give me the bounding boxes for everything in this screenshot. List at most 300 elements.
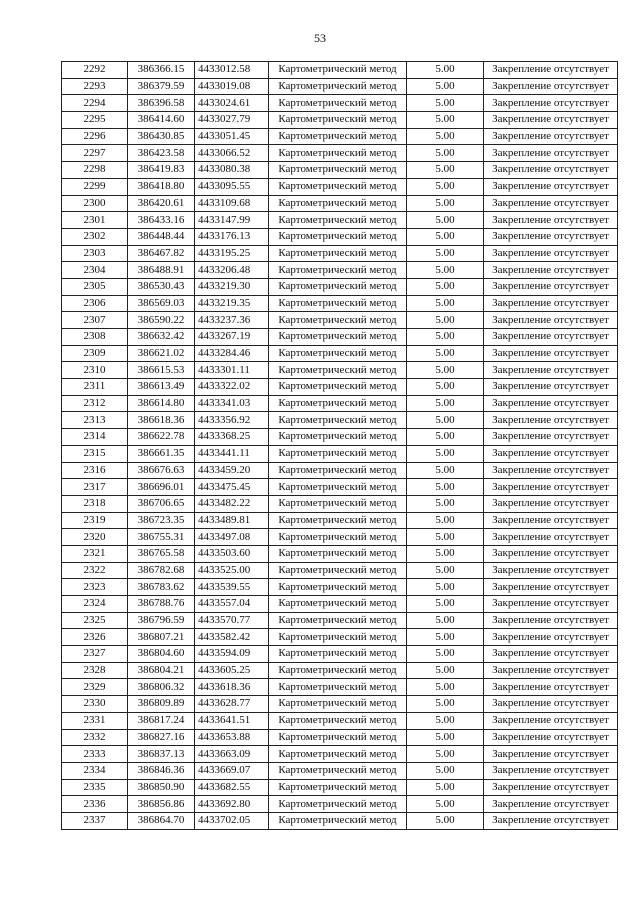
cell-method: Картометрический метод — [269, 462, 407, 479]
cell-method: Картометрический метод — [269, 262, 407, 279]
cell-coord-y: 4433012.58 — [195, 62, 269, 79]
cell-coord-y: 4433641.51 — [195, 712, 269, 729]
cell-coord-x: 386418.80 — [128, 178, 195, 195]
cell-method: Картометрический метод — [269, 345, 407, 362]
cell-accuracy: 5.00 — [407, 345, 484, 362]
cell-coord-y: 4433147.99 — [195, 212, 269, 229]
cell-accuracy: 5.00 — [407, 545, 484, 562]
cell-point-number: 2311 — [62, 379, 128, 396]
cell-method: Картометрический метод — [269, 112, 407, 129]
cell-coord-x: 386488.91 — [128, 262, 195, 279]
cell-fixing: Закрепление отсутствует — [484, 796, 618, 813]
cell-coord-x: 386706.65 — [128, 495, 195, 512]
cell-coord-y: 4433557.04 — [195, 596, 269, 613]
cell-accuracy: 5.00 — [407, 312, 484, 329]
cell-coord-y: 4433503.60 — [195, 545, 269, 562]
cell-accuracy: 5.00 — [407, 796, 484, 813]
coordinates-table-body — [62, 62, 618, 830]
cell-accuracy: 5.00 — [407, 212, 484, 229]
cell-accuracy: 5.00 — [407, 579, 484, 596]
cell-method: Картометрический метод — [269, 195, 407, 212]
cell-coord-x: 386613.49 — [128, 379, 195, 396]
cell-coord-x: 386423.58 — [128, 145, 195, 162]
cell-fixing: Закрепление отсутствует — [484, 579, 618, 596]
cell-coord-y: 4433582.42 — [195, 629, 269, 646]
cell-accuracy: 5.00 — [407, 762, 484, 779]
table-row — [62, 62, 618, 79]
cell-coord-y: 4433605.25 — [195, 662, 269, 679]
cell-fixing: Закрепление отсутствует — [484, 679, 618, 696]
cell-method: Картометрический метод — [269, 62, 407, 79]
cell-coord-x: 386783.62 — [128, 579, 195, 596]
cell-fixing: Закрепление отсутствует — [484, 212, 618, 229]
cell-coord-x: 386366.15 — [128, 62, 195, 79]
cell-coord-x: 386864.70 — [128, 812, 195, 829]
cell-fixing: Закрепление отсутствует — [484, 395, 618, 412]
cell-coord-y: 4433237.36 — [195, 312, 269, 329]
cell-fixing: Закрепление отсутствует — [484, 195, 618, 212]
cell-point-number: 2292 — [62, 62, 128, 79]
cell-accuracy: 5.00 — [407, 712, 484, 729]
cell-method: Картометрический метод — [269, 662, 407, 679]
cell-coord-y: 4433301.11 — [195, 362, 269, 379]
table-row — [62, 746, 618, 763]
cell-fixing: Закрепление отсутствует — [484, 228, 618, 245]
cell-method: Картометрический метод — [269, 312, 407, 329]
cell-point-number: 2313 — [62, 412, 128, 429]
cell-method: Картометрический метод — [269, 128, 407, 145]
cell-method: Картометрический метод — [269, 145, 407, 162]
cell-accuracy: 5.00 — [407, 495, 484, 512]
cell-method: Картометрический метод — [269, 479, 407, 496]
cell-coord-x: 386430.85 — [128, 128, 195, 145]
cell-coord-x: 386590.22 — [128, 312, 195, 329]
cell-coord-x: 386414.60 — [128, 112, 195, 129]
table-row — [62, 445, 618, 462]
cell-coord-y: 4433341.03 — [195, 395, 269, 412]
table-row — [62, 495, 618, 512]
cell-point-number: 2316 — [62, 462, 128, 479]
cell-coord-y: 4433219.30 — [195, 278, 269, 295]
cell-point-number: 2333 — [62, 746, 128, 763]
cell-accuracy: 5.00 — [407, 696, 484, 713]
table-row — [62, 596, 618, 613]
cell-point-number: 2301 — [62, 212, 128, 229]
cell-accuracy: 5.00 — [407, 78, 484, 95]
cell-fixing: Закрепление отсутствует — [484, 495, 618, 512]
cell-fixing: Закрепление отсутствует — [484, 112, 618, 129]
table-row — [62, 729, 618, 746]
cell-fixing: Закрепление отсутствует — [484, 445, 618, 462]
cell-coord-x: 386806.32 — [128, 679, 195, 696]
cell-accuracy: 5.00 — [407, 395, 484, 412]
cell-coord-y: 4433628.77 — [195, 696, 269, 713]
cell-fixing: Закрепление отсутствует — [484, 545, 618, 562]
cell-accuracy: 5.00 — [407, 445, 484, 462]
cell-method: Картометрический метод — [269, 779, 407, 796]
cell-method: Картометрический метод — [269, 746, 407, 763]
table-row — [62, 662, 618, 679]
cell-fixing: Закрепление отсутствует — [484, 412, 618, 429]
table-row — [62, 329, 618, 346]
cell-fixing: Закрепление отсутствует — [484, 779, 618, 796]
table-row — [62, 312, 618, 329]
cell-coord-x: 386796.59 — [128, 612, 195, 629]
cell-point-number: 2304 — [62, 262, 128, 279]
cell-point-number: 2302 — [62, 228, 128, 245]
cell-point-number: 2306 — [62, 295, 128, 312]
cell-point-number: 2327 — [62, 646, 128, 663]
cell-point-number: 2318 — [62, 495, 128, 512]
cell-coord-x: 386420.61 — [128, 195, 195, 212]
cell-point-number: 2329 — [62, 679, 128, 696]
cell-method: Картометрический метод — [269, 78, 407, 95]
cell-accuracy: 5.00 — [407, 779, 484, 796]
cell-coord-y: 4433692.80 — [195, 796, 269, 813]
cell-coord-y: 4433322.02 — [195, 379, 269, 396]
table-row — [62, 345, 618, 362]
cell-point-number: 2309 — [62, 345, 128, 362]
cell-method: Картометрический метод — [269, 629, 407, 646]
table-row — [62, 679, 618, 696]
cell-accuracy: 5.00 — [407, 228, 484, 245]
cell-method: Картометрический метод — [269, 712, 407, 729]
cell-coord-y: 4433027.79 — [195, 112, 269, 129]
cell-point-number: 2307 — [62, 312, 128, 329]
table-row — [62, 429, 618, 446]
cell-method: Картометрический метод — [269, 529, 407, 546]
cell-point-number: 2334 — [62, 762, 128, 779]
cell-point-number: 2299 — [62, 178, 128, 195]
table-row — [62, 379, 618, 396]
cell-accuracy: 5.00 — [407, 278, 484, 295]
cell-accuracy: 5.00 — [407, 662, 484, 679]
cell-method: Картометрический метод — [269, 379, 407, 396]
cell-point-number: 2308 — [62, 329, 128, 346]
cell-fixing: Закрепление отсутствует — [484, 462, 618, 479]
table-row — [62, 562, 618, 579]
cell-point-number: 2328 — [62, 662, 128, 679]
cell-point-number: 2295 — [62, 112, 128, 129]
cell-method: Картометрический метод — [269, 95, 407, 112]
table-row — [62, 162, 618, 179]
cell-fixing: Закрепление отсутствует — [484, 762, 618, 779]
cell-point-number: 2298 — [62, 162, 128, 179]
cell-fixing: Закрепление отсутствует — [484, 312, 618, 329]
cell-coord-x: 386807.21 — [128, 629, 195, 646]
cell-coord-x: 386379.59 — [128, 78, 195, 95]
cell-point-number: 2321 — [62, 545, 128, 562]
cell-method: Картометрический метод — [269, 395, 407, 412]
cell-coord-x: 386856.86 — [128, 796, 195, 813]
cell-fixing: Закрепление отсутствует — [484, 362, 618, 379]
cell-accuracy: 5.00 — [407, 746, 484, 763]
cell-fixing: Закрепление отсутствует — [484, 78, 618, 95]
cell-coord-x: 386846.36 — [128, 762, 195, 779]
cell-point-number: 2315 — [62, 445, 128, 462]
cell-accuracy: 5.00 — [407, 112, 484, 129]
cell-coord-y: 4433539.55 — [195, 579, 269, 596]
cell-accuracy: 5.00 — [407, 462, 484, 479]
table-row — [62, 245, 618, 262]
cell-point-number: 2314 — [62, 429, 128, 446]
table-row — [62, 646, 618, 663]
table-row — [62, 529, 618, 546]
table-row — [62, 629, 618, 646]
table-row — [62, 545, 618, 562]
cell-coord-y: 4433702.05 — [195, 812, 269, 829]
cell-method: Картометрический метод — [269, 329, 407, 346]
cell-point-number: 2296 — [62, 128, 128, 145]
cell-method: Картометрический метод — [269, 596, 407, 613]
table-row — [62, 696, 618, 713]
cell-fixing: Закрепление отсутствует — [484, 562, 618, 579]
cell-coord-x: 386467.82 — [128, 245, 195, 262]
cell-method: Картометрический метод — [269, 696, 407, 713]
cell-coord-x: 386782.68 — [128, 562, 195, 579]
cell-method: Картометрический метод — [269, 612, 407, 629]
cell-accuracy: 5.00 — [407, 729, 484, 746]
cell-coord-x: 386614.80 — [128, 395, 195, 412]
cell-accuracy: 5.00 — [407, 329, 484, 346]
cell-point-number: 2319 — [62, 512, 128, 529]
cell-coord-x: 386569.03 — [128, 295, 195, 312]
cell-point-number: 2323 — [62, 579, 128, 596]
cell-coord-x: 386788.76 — [128, 596, 195, 613]
table-row — [62, 512, 618, 529]
cell-accuracy: 5.00 — [407, 479, 484, 496]
cell-coord-y: 4433080.38 — [195, 162, 269, 179]
cell-method: Картометрический метод — [269, 646, 407, 663]
cell-point-number: 2300 — [62, 195, 128, 212]
cell-fixing: Закрепление отсутствует — [484, 529, 618, 546]
cell-coord-x: 386837.13 — [128, 746, 195, 763]
table-row — [62, 479, 618, 496]
cell-accuracy: 5.00 — [407, 412, 484, 429]
cell-coord-x: 386827.16 — [128, 729, 195, 746]
cell-coord-x: 386809.89 — [128, 696, 195, 713]
table-row — [62, 212, 618, 229]
cell-method: Картометрический метод — [269, 512, 407, 529]
cell-coord-x: 386696.01 — [128, 479, 195, 496]
cell-coord-y: 4433024.61 — [195, 95, 269, 112]
cell-accuracy: 5.00 — [407, 262, 484, 279]
cell-coord-y: 4433570.77 — [195, 612, 269, 629]
cell-method: Картометрический метод — [269, 812, 407, 829]
cell-method: Картометрический метод — [269, 429, 407, 446]
cell-point-number: 2325 — [62, 612, 128, 629]
cell-method: Картометрический метод — [269, 762, 407, 779]
cell-method: Картометрический метод — [269, 729, 407, 746]
cell-method: Картометрический метод — [269, 178, 407, 195]
cell-coord-y: 4433206.48 — [195, 262, 269, 279]
cell-method: Картометрический метод — [269, 445, 407, 462]
table-row — [62, 712, 618, 729]
cell-fixing: Закрепление отсутствует — [484, 278, 618, 295]
cell-method: Картометрический метод — [269, 228, 407, 245]
cell-fixing: Закрепление отсутствует — [484, 712, 618, 729]
cell-method: Картометрический метод — [269, 212, 407, 229]
cell-fixing: Закрепление отсутствует — [484, 429, 618, 446]
cell-coord-x: 386765.58 — [128, 545, 195, 562]
cell-coord-x: 386419.83 — [128, 162, 195, 179]
cell-accuracy: 5.00 — [407, 596, 484, 613]
cell-point-number: 2331 — [62, 712, 128, 729]
table-row — [62, 195, 618, 212]
cell-point-number: 2293 — [62, 78, 128, 95]
cell-coord-y: 4433682.55 — [195, 779, 269, 796]
cell-accuracy: 5.00 — [407, 128, 484, 145]
cell-coord-x: 386817.24 — [128, 712, 195, 729]
table-row — [62, 78, 618, 95]
cell-coord-y: 4433441.11 — [195, 445, 269, 462]
table-row — [62, 362, 618, 379]
cell-accuracy: 5.00 — [407, 362, 484, 379]
cell-point-number: 2310 — [62, 362, 128, 379]
cell-coord-y: 4433618.36 — [195, 679, 269, 696]
table-row — [62, 228, 618, 245]
table-row — [62, 112, 618, 129]
cell-fixing: Закрепление отсутствует — [484, 95, 618, 112]
cell-method: Картометрический метод — [269, 162, 407, 179]
cell-coord-y: 4433051.45 — [195, 128, 269, 145]
cell-coord-x: 386615.53 — [128, 362, 195, 379]
cell-accuracy: 5.00 — [407, 195, 484, 212]
cell-fixing: Закрепление отсутствует — [484, 479, 618, 496]
cell-method: Картометрический метод — [269, 362, 407, 379]
cell-accuracy: 5.00 — [407, 612, 484, 629]
cell-coord-y: 4433669.07 — [195, 762, 269, 779]
table-row — [62, 796, 618, 813]
cell-accuracy: 5.00 — [407, 95, 484, 112]
cell-coord-y: 4433095.55 — [195, 178, 269, 195]
cell-fixing: Закрепление отсутствует — [484, 178, 618, 195]
cell-coord-x: 386661.35 — [128, 445, 195, 462]
cell-coord-x: 386622.78 — [128, 429, 195, 446]
cell-point-number: 2320 — [62, 529, 128, 546]
cell-accuracy: 5.00 — [407, 679, 484, 696]
cell-coord-x: 386804.60 — [128, 646, 195, 663]
cell-fixing: Закрепление отсутствует — [484, 612, 618, 629]
cell-coord-x: 386723.35 — [128, 512, 195, 529]
cell-fixing: Закрепление отсутствует — [484, 345, 618, 362]
cell-point-number: 2322 — [62, 562, 128, 579]
table-row — [62, 95, 618, 112]
cell-fixing: Закрепление отсутствует — [484, 262, 618, 279]
table-row — [62, 462, 618, 479]
cell-point-number: 2326 — [62, 629, 128, 646]
cell-accuracy: 5.00 — [407, 512, 484, 529]
cell-point-number: 2317 — [62, 479, 128, 496]
cell-fixing: Закрепление отсутствует — [484, 62, 618, 79]
cell-coord-y: 4433176.13 — [195, 228, 269, 245]
cell-coord-x: 386448.44 — [128, 228, 195, 245]
cell-point-number: 2305 — [62, 278, 128, 295]
cell-accuracy: 5.00 — [407, 379, 484, 396]
cell-point-number: 2297 — [62, 145, 128, 162]
cell-method: Картометрический метод — [269, 495, 407, 512]
cell-coord-y: 4433482.22 — [195, 495, 269, 512]
cell-fixing: Закрепление отсутствует — [484, 295, 618, 312]
cell-fixing: Закрепление отсутствует — [484, 245, 618, 262]
table-row — [62, 762, 618, 779]
cell-coord-y: 4433489.81 — [195, 512, 269, 529]
cell-coord-y: 4433663.09 — [195, 746, 269, 763]
cell-coord-y: 4433195.25 — [195, 245, 269, 262]
cell-coord-y: 4433019.08 — [195, 78, 269, 95]
cell-coord-y: 4433267.19 — [195, 329, 269, 346]
cell-fixing: Закрепление отсутствует — [484, 512, 618, 529]
table-row — [62, 395, 618, 412]
table-row — [62, 579, 618, 596]
cell-point-number: 2303 — [62, 245, 128, 262]
cell-coord-y: 4433356.92 — [195, 412, 269, 429]
cell-accuracy: 5.00 — [407, 812, 484, 829]
cell-point-number: 2312 — [62, 395, 128, 412]
table-row — [62, 278, 618, 295]
cell-fixing: Закрепление отсутствует — [484, 696, 618, 713]
cell-fixing: Закрепление отсутствует — [484, 329, 618, 346]
cell-fixing: Закрепление отсутствует — [484, 812, 618, 829]
cell-coord-x: 386676.63 — [128, 462, 195, 479]
cell-method: Картометрический метод — [269, 545, 407, 562]
table-row — [62, 412, 618, 429]
cell-method: Картометрический метод — [269, 579, 407, 596]
cell-coord-y: 4433653.88 — [195, 729, 269, 746]
cell-fixing: Закрепление отсутствует — [484, 145, 618, 162]
cell-coord-y: 4433284.46 — [195, 345, 269, 362]
cell-coord-x: 386755.31 — [128, 529, 195, 546]
table-row — [62, 612, 618, 629]
coordinates-table — [61, 61, 618, 830]
cell-accuracy: 5.00 — [407, 562, 484, 579]
cell-accuracy: 5.00 — [407, 529, 484, 546]
cell-method: Картометрический метод — [269, 562, 407, 579]
cell-method: Картометрический метод — [269, 796, 407, 813]
cell-method: Картометрический метод — [269, 245, 407, 262]
cell-point-number: 2335 — [62, 779, 128, 796]
cell-fixing: Закрепление отсутствует — [484, 379, 618, 396]
cell-coord-x: 386433.16 — [128, 212, 195, 229]
cell-coord-x: 386530.43 — [128, 278, 195, 295]
cell-fixing: Закрепление отсутствует — [484, 729, 618, 746]
cell-accuracy: 5.00 — [407, 295, 484, 312]
cell-point-number: 2330 — [62, 696, 128, 713]
cell-fixing: Закрепление отсутствует — [484, 746, 618, 763]
cell-point-number: 2324 — [62, 596, 128, 613]
cell-accuracy: 5.00 — [407, 178, 484, 195]
cell-coord-x: 386632.42 — [128, 329, 195, 346]
cell-fixing: Закрепление отсутствует — [484, 662, 618, 679]
cell-coord-y: 4433497.08 — [195, 529, 269, 546]
table-row — [62, 295, 618, 312]
cell-fixing: Закрепление отсутствует — [484, 629, 618, 646]
table-row — [62, 178, 618, 195]
cell-coord-y: 4433475.45 — [195, 479, 269, 496]
table-row — [62, 262, 618, 279]
cell-coord-x: 386621.02 — [128, 345, 195, 362]
cell-coord-y: 4433109.68 — [195, 195, 269, 212]
cell-coord-y: 4433368.25 — [195, 429, 269, 446]
cell-method: Картометрический метод — [269, 295, 407, 312]
cell-accuracy: 5.00 — [407, 62, 484, 79]
cell-coord-x: 386850.90 — [128, 779, 195, 796]
cell-fixing: Закрепление отсутствует — [484, 128, 618, 145]
page-number: 53 — [314, 31, 326, 45]
cell-coord-x: 386396.58 — [128, 95, 195, 112]
cell-coord-y: 4433525.00 — [195, 562, 269, 579]
cell-point-number: 2332 — [62, 729, 128, 746]
